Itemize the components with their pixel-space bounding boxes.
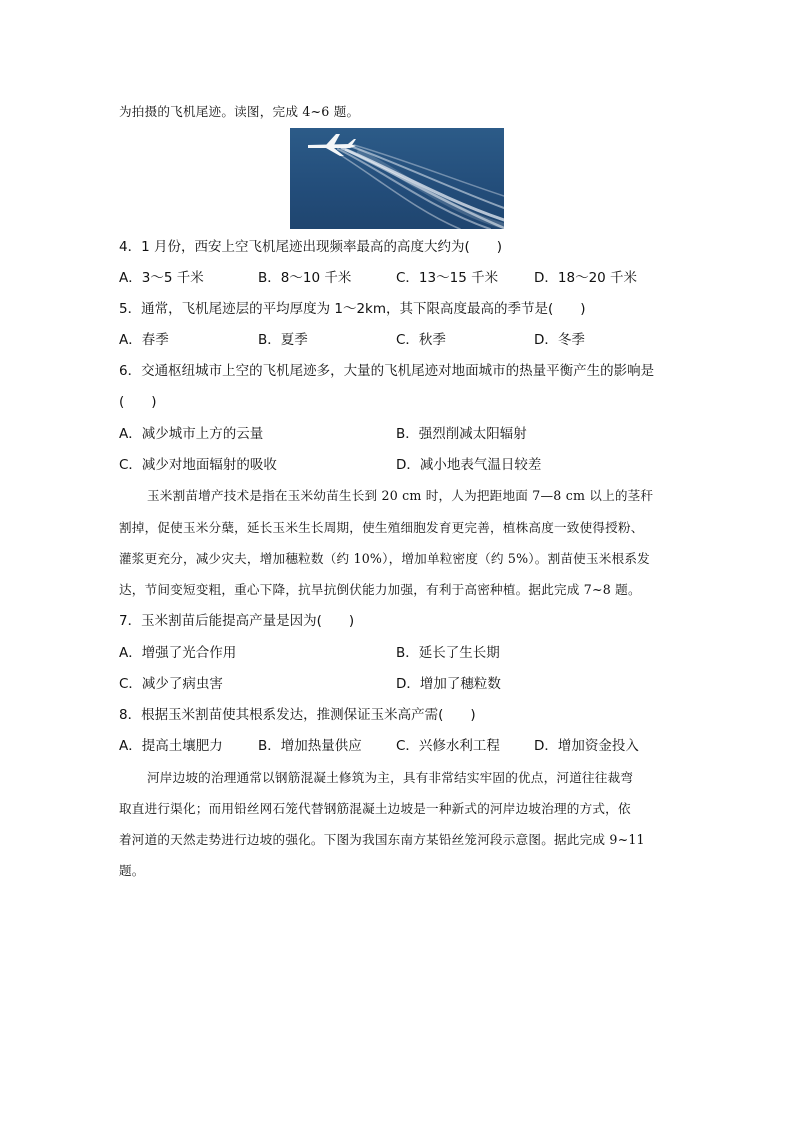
question-7-option-b[interactable]: B．延长了生长期 bbox=[396, 645, 500, 661]
question-6-stem-line1: 6．交通枢纽城市上空的飞机尾迹多，大量的飞机尾迹对地面城市的热量平衡产生的影响是 bbox=[119, 363, 655, 379]
passage-river-line: 题。 bbox=[119, 863, 145, 878]
passage-river-line: 取直进行渠化；而用铅丝网石笼代替钢筋混凝土边坡是一种新式的河岸边坡治理的方式，依 bbox=[119, 801, 631, 816]
question-5-option-a[interactable]: A．春季 bbox=[119, 332, 169, 348]
passage-corn-line: 割掉，促使玉米分蘖，延长玉米生长周期，使生殖细胞发育更完善，植株高度一致使得授粉、 bbox=[119, 520, 644, 535]
question-8-option-c[interactable]: C．兴修水利工程 bbox=[396, 738, 500, 754]
question-6-option-d[interactable]: D．减小地表气温日较差 bbox=[396, 457, 542, 473]
passage-river-line: 河岸边坡的治理通常以钢筋混凝土修筑为主，具有非常结实牢固的优点，河道往往裁弯 bbox=[147, 770, 634, 785]
question-8-option-d[interactable]: D．增加资金投入 bbox=[534, 738, 639, 754]
question-6-option-c[interactable]: C．减少对地面辐射的吸收 bbox=[119, 457, 277, 473]
question-8-option-a[interactable]: A．提高土壤肥力 bbox=[119, 738, 223, 754]
question-4-option-c[interactable]: C．13～15 千米 bbox=[396, 270, 499, 286]
question-7-stem: 7．玉米割苗后能提高产量是因为( ) bbox=[119, 613, 355, 629]
passage-corn-line: 玉米割苗增产技术是指在玉米幼苗生长到 20 cm 时，人为把距地面 7—8 cm 以上的茎秆 bbox=[147, 488, 654, 503]
question-4-stem: 4．1 月份，西安上空飞机尾迹出现频率最高的高度大约为( ) bbox=[119, 239, 503, 255]
question-6-option-a[interactable]: A．减少城市上方的云量 bbox=[119, 426, 264, 442]
airplane-contrail-photo bbox=[290, 128, 504, 229]
question-7-option-d[interactable]: D．增加了穗粒数 bbox=[396, 676, 501, 692]
question-6-option-b[interactable]: B．强烈削减太阳辐射 bbox=[396, 426, 527, 442]
question-8-stem: 8．根据玉米割苗使其根系发达，推测保证玉米高产需( ) bbox=[119, 707, 476, 723]
question-5-option-b[interactable]: B．夏季 bbox=[258, 332, 308, 348]
question-6-stem-line2: ( ) bbox=[119, 394, 157, 410]
question-7-option-c[interactable]: C．减少了病虫害 bbox=[119, 676, 223, 692]
contrail-illustration bbox=[290, 128, 504, 229]
question-8-option-b[interactable]: B．增加热量供应 bbox=[258, 738, 362, 754]
question-4-option-b[interactable]: B．8～10 千米 bbox=[258, 270, 352, 286]
passage-corn-line: 达，节间变短变粗，重心下降，抗旱抗倒伏能力加强，有利于高密种植。据此完成 7~8 题。 bbox=[119, 582, 641, 597]
intro-line: 为拍摄的飞机尾迹。读图，完成 4~6 题。 bbox=[119, 104, 360, 119]
passage-river-line: 着河道的天然走势进行边坡的强化。下图为我国东南方某铅丝笼河段示意图。据此完成 9~11 bbox=[119, 832, 645, 847]
passage-corn-line: 灌浆更充分，减少灾夫，增加穗粒数（约 10%），增加单粒密度（约 5%）。割苗使玉米根系发 bbox=[119, 551, 650, 566]
question-5-option-d[interactable]: D．冬季 bbox=[534, 332, 585, 348]
contrail-trails bbox=[334, 145, 504, 229]
question-4-option-d[interactable]: D．18～20 千米 bbox=[534, 270, 638, 286]
question-4-option-a[interactable]: A．3～5 千米 bbox=[119, 270, 204, 286]
question-7-option-a[interactable]: A．增强了光合作用 bbox=[119, 645, 237, 661]
question-5-stem: 5．通常，飞机尾迹层的平均厚度为 1～2km，其下限高度最高的季节是( ) bbox=[119, 301, 586, 317]
question-5-option-c[interactable]: C．秋季 bbox=[396, 332, 446, 348]
